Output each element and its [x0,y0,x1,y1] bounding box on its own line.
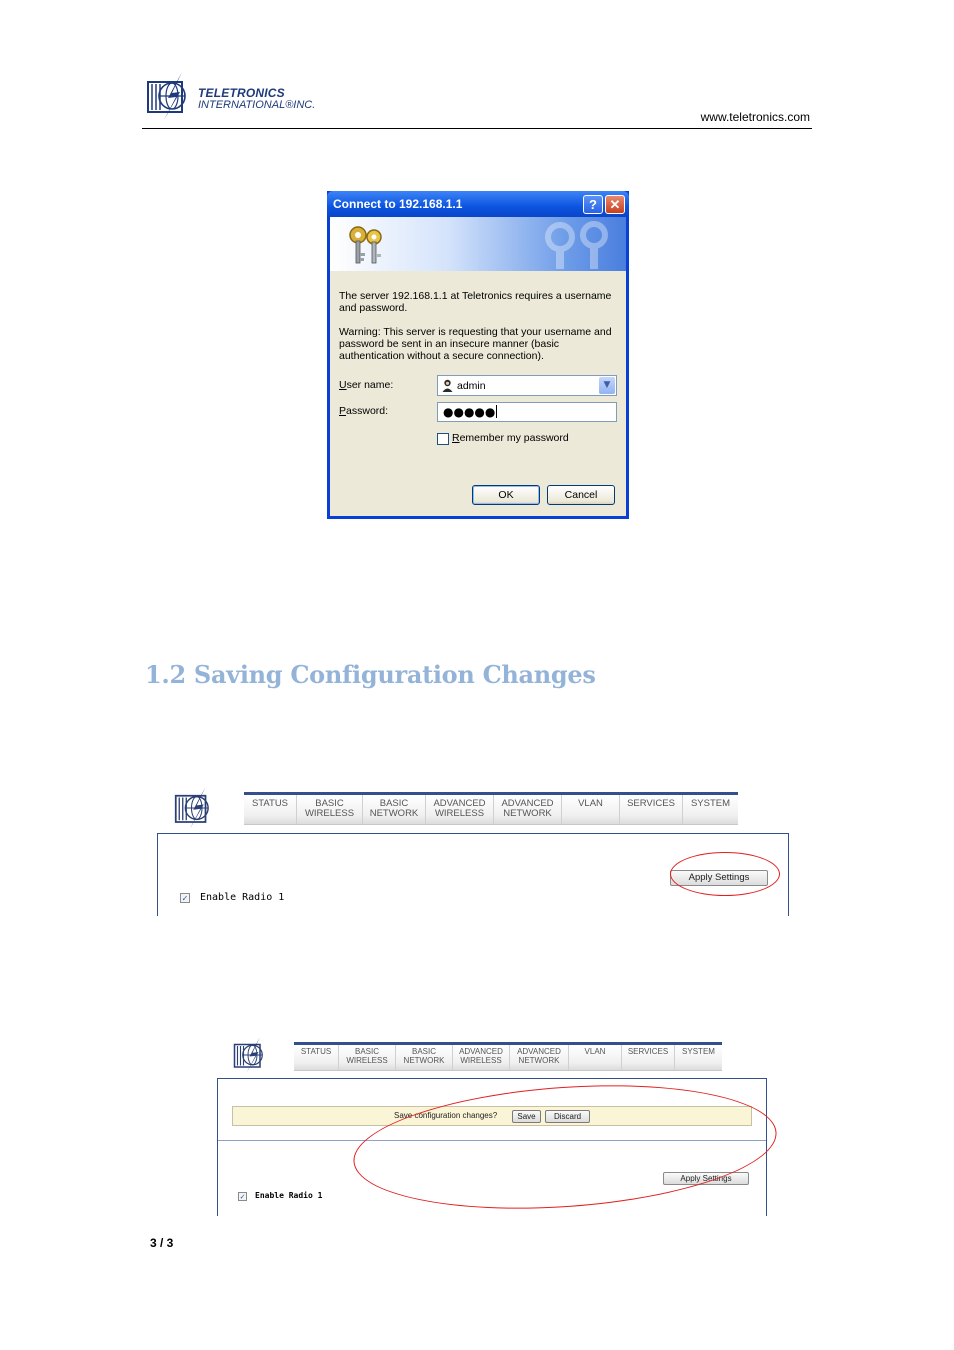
nav-tab-vlan[interactable]: VLAN [578,798,603,809]
nav-tab-basic-network[interactable]: BASIC NETWORK [403,1047,445,1065]
security-warning: Warning: This server is requesting that your username and password be sent in an insecure manner (basic authentication without a secure connection). [339,326,612,362]
username-value: admin [457,380,486,392]
section-heading: 1.2 Saving Configuration Changes [145,660,596,689]
save-button[interactable]: Save [512,1110,541,1123]
website-url: www.teletronics.com [700,110,810,124]
logo-subtitle: INTERNATIONAL®INC. [198,99,316,111]
router-logo-icon [233,1034,269,1076]
router-logo-icon [174,784,216,832]
ok-button[interactable]: OK [472,485,540,505]
apply-settings-button-2[interactable]: Apply Settings [663,1172,749,1185]
nav-tab-advanced-wireless[interactable]: ADVANCED WIRELESS [459,1047,503,1065]
highlight-ellipse [670,852,780,896]
save-prompt: Save configuration changes? [394,1111,498,1120]
teletronics-logo-icon [146,70,194,122]
password-input[interactable] [437,402,617,422]
dialog-titlebar [327,191,629,217]
nav-tab-basic-wireless[interactable]: BASIC WIRELESS [304,798,355,820]
close-button[interactable]: ✕ [605,195,625,214]
username-label: User name: [339,379,394,391]
nav-tab-advanced-wireless[interactable]: ADVANCED WIRELESS [433,798,486,820]
router-nav-bar [244,792,738,825]
nav-tab-basic-wireless[interactable]: BASIC WIRELESS [346,1047,388,1065]
apply-settings-button[interactable]: Apply Settings [670,870,768,886]
nav-tab-system[interactable]: SYSTEM [690,798,731,809]
logo-wordmark: TELETRONICS [198,86,285,100]
username-combobox[interactable] [437,375,617,396]
enable-radio-checkbox[interactable]: ✓ [181,894,189,903]
page-number: 3 / 3 [150,1236,174,1250]
nav-tab-status[interactable]: STATUS [251,798,289,809]
password-value: ●●●●● [443,405,496,419]
discard-button[interactable]: Discard [545,1110,590,1123]
header-divider [142,128,812,129]
dialog-body [330,217,626,516]
nav-tab-services[interactable]: SERVICES [627,798,675,809]
dialog-banner [330,217,626,271]
nav-tab-status[interactable]: STATUS [300,1047,332,1056]
enable-radio-label-2: Enable Radio 1 [255,1191,323,1200]
nav-tab-basic-network[interactable]: BASIC NETWORK [369,798,419,820]
enable-radio-checkbox-2[interactable]: ✓ [239,1193,246,1201]
remember-password-checkbox[interactable] [437,433,449,445]
login-dialog [327,191,629,519]
router-nav-bar-2 [294,1042,722,1071]
chevron-down-icon[interactable]: ▼ [599,377,615,394]
help-button[interactable]: ? [583,195,603,214]
user-icon [442,379,453,392]
nav-tab-services[interactable]: SERVICES [627,1047,669,1056]
nav-tab-advanced-network[interactable]: ADVANCED NETWORK [501,798,554,820]
dialog-title: Connect to 192.168.1.1 [333,197,463,211]
banner-keys-watermark-icon [530,219,620,269]
password-label: Password: [339,405,389,417]
enable-radio-label: Enable Radio 1 [200,892,285,903]
nav-tab-vlan[interactable]: VLAN [584,1047,606,1056]
nav-tab-system[interactable]: SYSTEM [682,1047,715,1056]
remember-password-label[interactable]: Remember my password [452,432,569,444]
keys-icon [346,223,388,267]
cancel-button[interactable]: Cancel [547,485,615,505]
nav-tab-advanced-network[interactable]: ADVANCED NETWORK [517,1047,561,1065]
server-message: The server 192.168.1.1 at Teletronics requires a username and password. [339,290,612,314]
